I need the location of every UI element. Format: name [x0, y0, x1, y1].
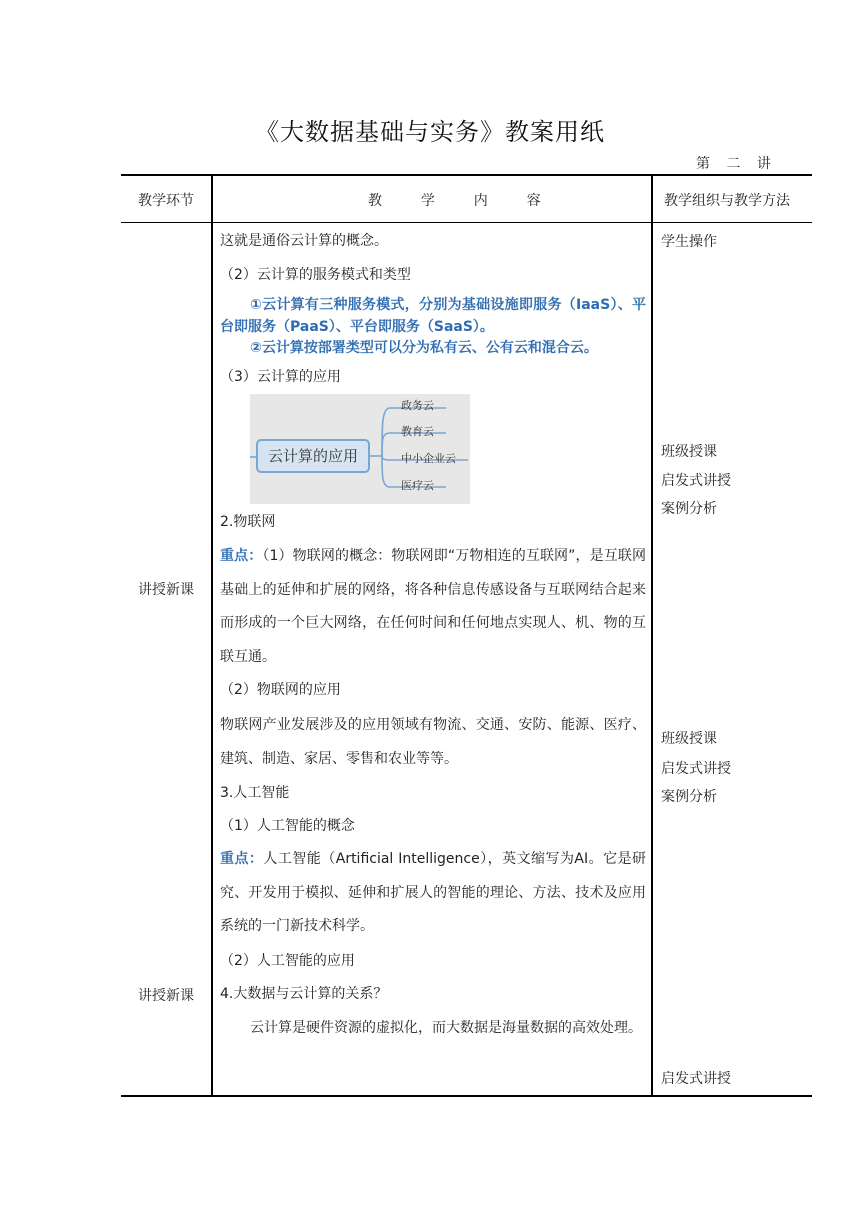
cloud-apps-heading: （3）云计算的应用	[220, 369, 341, 385]
key-point-label: 重点：	[220, 548, 263, 564]
stage-label-2: 讲授新课	[138, 988, 194, 1004]
ai-concept-paragraph	[220, 843, 646, 944]
table-column-divider-1	[211, 175, 213, 1096]
method-class-teaching-2: 班级授课	[661, 731, 717, 747]
header-teaching-method: 教学组织与教学方法	[664, 193, 790, 209]
table-header-divider	[121, 222, 812, 223]
bigdata-cloud-text: 云计算是硬件资源的虚拟化，而大数据是海量数据的高效处理。	[250, 1020, 642, 1036]
method-heuristic-2: 启发式讲授	[661, 761, 731, 777]
cloud-service-models: ①云计算有三种服务模式，分别为基础设施即服务（IaaS）、平台即服务（PaaS）、平台即服务（SaaS）。	[220, 297, 646, 335]
iot-apps-heading: （2）物联网的应用	[220, 682, 341, 698]
ai-concept-text: 人工智能（Artificial Intelligence），英文缩写为AI。它是研究、开发用于模拟、延伸和扩展人的智能的理论、方法、技术及应用系统的一门新技术科学。	[220, 851, 647, 934]
mindmap-leaf-sme: 中小企业云	[401, 452, 456, 465]
table-top-border	[121, 174, 812, 176]
ai-heading: 3.人工智能	[220, 785, 290, 801]
header-teaching-stage: 教学环节	[138, 193, 194, 209]
lecture-number: 第 二 讲	[696, 156, 777, 172]
mindmap-leaf-medical: 医疗云	[401, 479, 434, 492]
iot-concept-text: （1）物联网的概念：物联网即“万物相连的互联网”，是互联网基础上的延伸和扩展的网络，将各种信息传感设备与互联网结合起来而形成的一个巨大网络，在任何时间和任何地点实现人、机、物的互联互通。	[220, 548, 647, 665]
method-case-analysis-2: 案例分析	[661, 789, 717, 805]
stage-label-1: 讲授新课	[138, 582, 194, 598]
method-heuristic-3: 启发式讲授	[661, 1071, 731, 1087]
document-title: 《大数据基础与实务》教案用纸	[255, 118, 605, 146]
method-student-operation: 学生操作	[661, 234, 717, 250]
method-case-analysis-1: 案例分析	[661, 501, 717, 517]
iot-concept-paragraph	[220, 540, 646, 674]
method-heuristic-1: 启发式讲授	[661, 473, 731, 489]
mindmap-leaf-gov: 政务云	[401, 399, 434, 412]
ai-concept-heading: （1）人工智能的概念	[220, 818, 355, 834]
bigdata-cloud-heading: 4.大数据与云计算的关系？	[220, 986, 388, 1002]
mindmap-leaf-edu: 教育云	[401, 425, 434, 438]
iot-apps-text: 物联网产业发展涉及的应用领域有物流、交通、安防、能源、医疗、建筑、制造、家居、零售和农业等等。	[220, 717, 646, 767]
table-column-divider-2	[651, 175, 653, 1096]
method-class-teaching-1: 班级授课	[661, 444, 717, 460]
cloud-deployment-types: ②云计算按部署类型可以分为私有云、公有云和混合云。	[250, 340, 598, 356]
table-bottom-border	[121, 1095, 812, 1097]
iot-heading: 2.物联网	[220, 514, 276, 530]
header-teaching-content: 教 学 内 容	[368, 193, 551, 209]
cloud-services-heading: （2）云计算的服务模式和类型	[220, 267, 411, 283]
ai-apps-heading: （2）人工智能的应用	[220, 953, 355, 969]
mindmap-center-node: 云计算的应用	[256, 439, 370, 473]
cloud-apps-mindmap	[250, 394, 470, 504]
key-point-label: 重点：	[220, 851, 264, 867]
cloud-concept-line: 这就是通俗云计算的概念。	[220, 233, 388, 249]
